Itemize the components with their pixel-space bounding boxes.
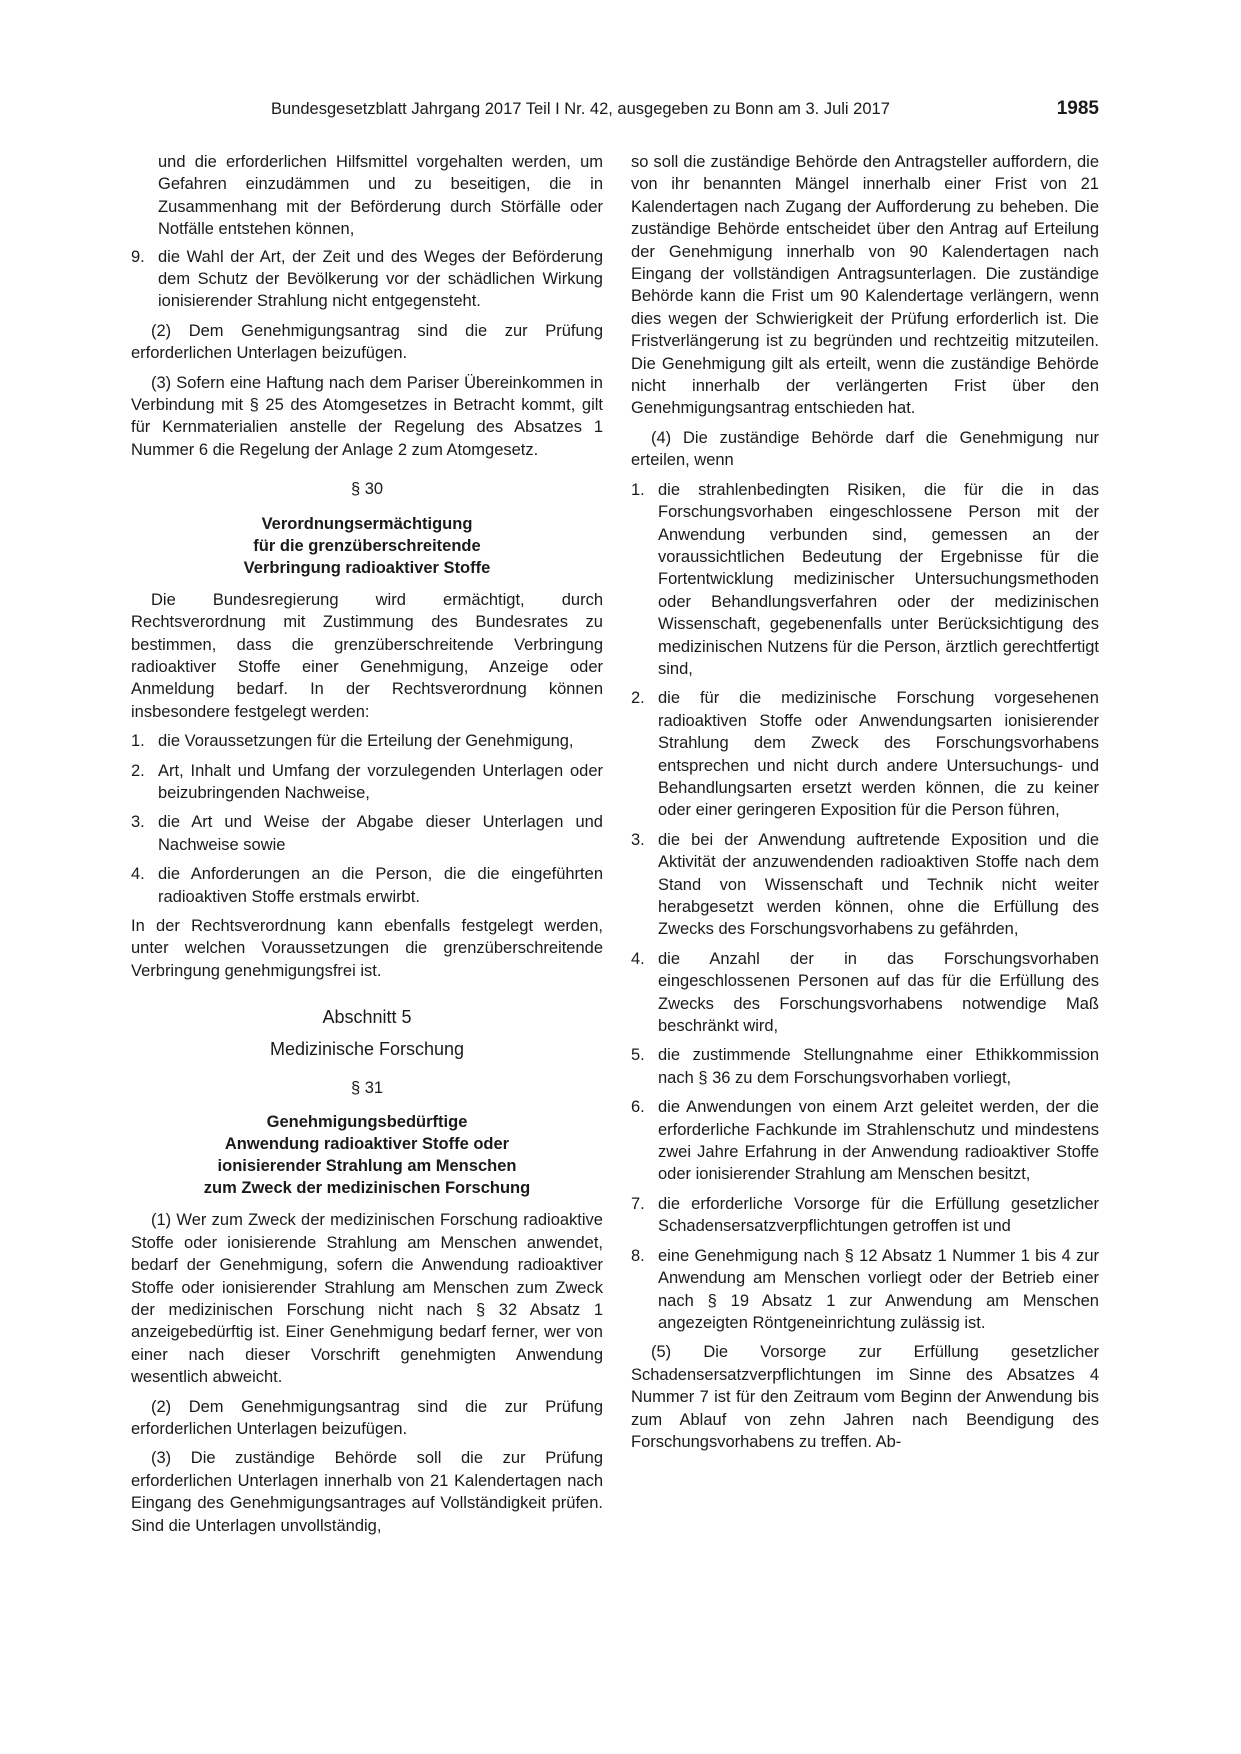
list-item-number: 5. (631, 1046, 645, 1065)
list-item (631, 1096, 1099, 1186)
list-item (631, 1193, 1099, 1238)
section-sign-30: § 30 (350, 480, 384, 499)
list-item-text: Art, Inhalt und Umfang der vorzulegenden Unterlagen oder beizubringenden Nachweise, (158, 761, 603, 802)
list-item (631, 1044, 1099, 1089)
list-item (131, 760, 603, 805)
list-item-text: die Art und Weise der Abgabe dieser Unterlagen und Nachweise sowie (158, 813, 603, 854)
list-item-number: 1. (131, 732, 145, 751)
gazette-title: Bundesgesetzblatt Jahrgang 2017 Teil I Nr. 42, ausgegeben zu Bonn am 3. Juli 2017 (271, 100, 890, 118)
list-item (631, 1245, 1099, 1335)
list-item-text: die strahlenbedingten Risiken, die für die in das Forschungsvorhaben eingeschlossene Person mit der Anwendung verbunden sind, gemessen an der voraussichtlichen Bedeutung der Ergebnisse für die Fortentwicklung medizinischer Untersuchungsmethoden oder Behandlungsverfahren oder der medizinischen Wissenschaft, gegebenenfalls unter Berücksichtigung des medizinischen Nutzens für die Person, ärztlich gerechtfertigt sind, (658, 480, 1099, 678)
division-label: Abschnitt 5 (322, 1007, 412, 1028)
list-item-text: die bei der Anwendung auftretende Exposition und die Aktivität der anzuwendenden radioaktiven Stoffe nach dem Stand von Wissenschaft und Technik nicht weiter herabgesetzt werden können, ohne die Erfüllung des Zwecks des Forschungsvorhabens zu gefährden, (658, 830, 1099, 939)
continued-item-text: und die erforderlichen Hilfsmittel vorgehalten werden, um Gefahren einzudämmen und zu beseitigen, die in Zusammenhang mit der Beförderung durch Störfälle oder Notfälle entstehen können, (158, 153, 603, 239)
list-item-number: 7. (631, 1194, 645, 1213)
heading-line: Genehmigungsbedürftige (266, 1113, 468, 1132)
paragraph-31-1: (1) Wer zum Zweck der medizinischen Forschung radioaktive Stoffe oder ionisierende Strahlung am Menschen anwendet, bedarf der Genehmigung, sofern die Anwendung radioaktiver Stoffe oder ionisierender Strahlung am Menschen zum Zweck der medizinischen Forschung nicht nach § 32 Absatz 1 anzeigebedürftig ist. Einer Genehmigung bedarf ferner, wer von einer nach dieser Vorschrift genehmigten Anwendung wesentlich abweicht. (131, 1211, 603, 1387)
list-item-text: die zustimmende Stellungnahme einer Ethikkommission nach § 36 zu dem Forschungsvorhaben vorliegt, (658, 1046, 1099, 1087)
list-item-text: die für die medizinische Forschung vorgesehenen radioaktiven Stoffe oder Anwendungsarten ionisierender Strahlung dem Zweck des Forschungsvorhabens entsprechen und nicht durch andere Untersuchungs- und Behandlungsarten ersetzt werden können, die zu keiner oder einer geringeren Exposition für die Person führen, (658, 689, 1099, 820)
list-item-number: 2. (631, 689, 645, 708)
list-item (631, 687, 1099, 821)
section-30-intro: Die Bundesregierung wird ermächtigt, durch Rechtsverordnung mit Zustimmung des Bundesrates zu bestimmen, dass die grenzüberschreitende Verbringung radioaktiver Stoffe einer Genehmigung, Anzeige oder Anmeldung bedarf. In der Rechtsverordnung können insbesondere festgelegt werden: (131, 590, 603, 721)
heading-line: zum Zweck der medizinischen Forschung (203, 1179, 531, 1198)
list-item (131, 246, 603, 313)
list-item-text: die Voraussetzungen für die Erteilung der Genehmigung, (158, 732, 574, 751)
page-header (131, 100, 1099, 126)
paragraph-31-3: (3) Die zuständige Behörde soll die zur Prüfung erforderlichen Unterlagen innerhalb von 21 Kalendertagen nach Eingang des Genehmigungsantrages auf Vollständigkeit prüfen. Sind die Unterlagen unvollständig, (131, 1449, 603, 1535)
heading-line: Verordnungsermächtigung (261, 514, 473, 533)
section-30-closing: In der Rechtsverordnung kann ebenfalls festgelegt werden, unter welchen Voraussetzungen die grenzüberschreitende Verbringung genehmigungsfrei ist. (131, 916, 603, 980)
heading-line: ionisierender Strahlung am Menschen (217, 1157, 517, 1176)
list-item (631, 479, 1099, 681)
list-item-text: die Anzahl der in das Forschungsvorhaben eingeschlossenen Personen auf das für die Erfüllung des Zwecks des Forschungsvorhabens notwendige Maß beschränkt wird, (658, 949, 1099, 1036)
list-item-number: 9. (131, 247, 145, 266)
list-item-number: 3. (631, 830, 645, 849)
division-title: Medizinische Forschung (269, 1038, 465, 1059)
paragraph-31-2: (2) Dem Genehmigungsantrag sind die zur Prüfung erforderlichen Unterlagen beizufügen. (131, 1397, 603, 1439)
list-item-number: 8. (631, 1246, 645, 1265)
list-item-number: 4. (131, 865, 145, 884)
list-item-text: eine Genehmigung nach § 12 Absatz 1 Nummer 1 bis 4 zur Anwendung am Menschen vorliegt oder der Betrieb einer nach § 19 Absatz 1 zur Anwendung am Menschen angezeigten Röntgeneinrichtung zulässig ist. (658, 1246, 1099, 1332)
list-item-text: die Wahl der Art, der Zeit und des Weges der Beförderung dem Schutz der Bevölkerung vor der schädlichen Wirkung ionisierender Strahlung nicht entgegensteht. (158, 247, 603, 311)
heading-line: für die grenzüberschreitende (253, 536, 481, 555)
list-item-text: die erforderliche Vorsorge für die Erfüllung gesetzlicher Schadensersatzverpflichtungen getroffen ist und (658, 1194, 1099, 1236)
list-item-text: die Anforderungen an die Person, die die eingeführten radioaktiven Stoffe erstmals erwirbt. (158, 865, 603, 906)
paragraph-29-3: (3) Sofern eine Haftung nach dem Pariser Übereinkommen in Verbindung mit § 25 des Atomgesetzes in Betracht kommt, gilt für Kernmaterialien anstelle der Regelung des Absatzes 1 Nummer 6 die Regelung der Anlage 2 zum Atomgesetz. (131, 373, 603, 459)
list-item-number: 6. (631, 1098, 645, 1117)
list-item (631, 829, 1099, 941)
list-item-number: 2. (131, 761, 145, 780)
list-item (631, 948, 1099, 1038)
paragraph-29-2: (2) Dem Genehmigungsantrag sind die zur Prüfung erforderlichen Unterlagen beizufügen. (131, 321, 603, 363)
heading-line: Anwendung radioaktiver Stoffe oder (224, 1135, 510, 1154)
paragraph-31-5: (5) Die Vorsorge zur Erfüllung gesetzlicher Schadensersatzverpflichtungen im Sinne des Absatzes 4 Nummer 7 ist für den Zeitraum vom Beginn der Anwendung bis zum Ablauf von zehn Jahren nach Beendigung des Forschungsvorhabens zu treffen. Ab- (631, 1343, 1099, 1451)
right-column (631, 151, 1099, 1460)
section-sign-31: § 31 (350, 1079, 384, 1097)
heading-line: Verbringung radioaktiver Stoffe (243, 558, 491, 577)
list-item (131, 730, 603, 752)
list-item (131, 811, 603, 856)
list-item-number: 1. (631, 480, 645, 499)
section-30-heading (131, 513, 603, 579)
list-item-number: 4. (631, 949, 645, 968)
page-number: 1985 (1056, 98, 1099, 119)
left-column (131, 151, 603, 1544)
paragraph-31-4-intro: (4) Die zuständige Behörde darf die Genehmigung nur erteilen, wenn (631, 428, 1099, 470)
list-item (131, 863, 603, 908)
list-item-text: die Anwendungen von einem Arzt geleitet werden, der die erforderliche Fachkunde im Strahlenschutz und mindestens zwei Jahre Erfahrung in der Anwendung radioaktiver Stoffe oder ionisierender Strahlung am Menschen besitzt, (658, 1098, 1099, 1184)
list-item-number: 3. (131, 813, 145, 832)
section-31-heading (131, 1111, 603, 1199)
paragraph-31-3-continued: so soll die zuständige Behörde den Antragsteller auffordern, die von ihr benannten Mängel innerhalb einer Frist von 21 Kalendertagen nach Zugang der Aufforderung zu beheben. Die zuständige Behörde entscheidet über den Antrag auf Erteilung der Genehmigung innerhalb von 90 Kalendertagen nach Eingang der vollständigen Antragsunterlagen. Die zuständige Behörde kann die Frist um 90 Kalendertage verlängern, wenn dies wegen der Schwierigkeit der Prüfung erforderlich ist. Die Fristverlängerung ist zu begründen und rechtzeitig mitzuteilen. Die Genehmigung gilt als erteilt, wenn die zuständige Behörde nicht innerhalb der verlängerten Frist über den Genehmigungsantrag entschieden hat. (631, 153, 1099, 418)
